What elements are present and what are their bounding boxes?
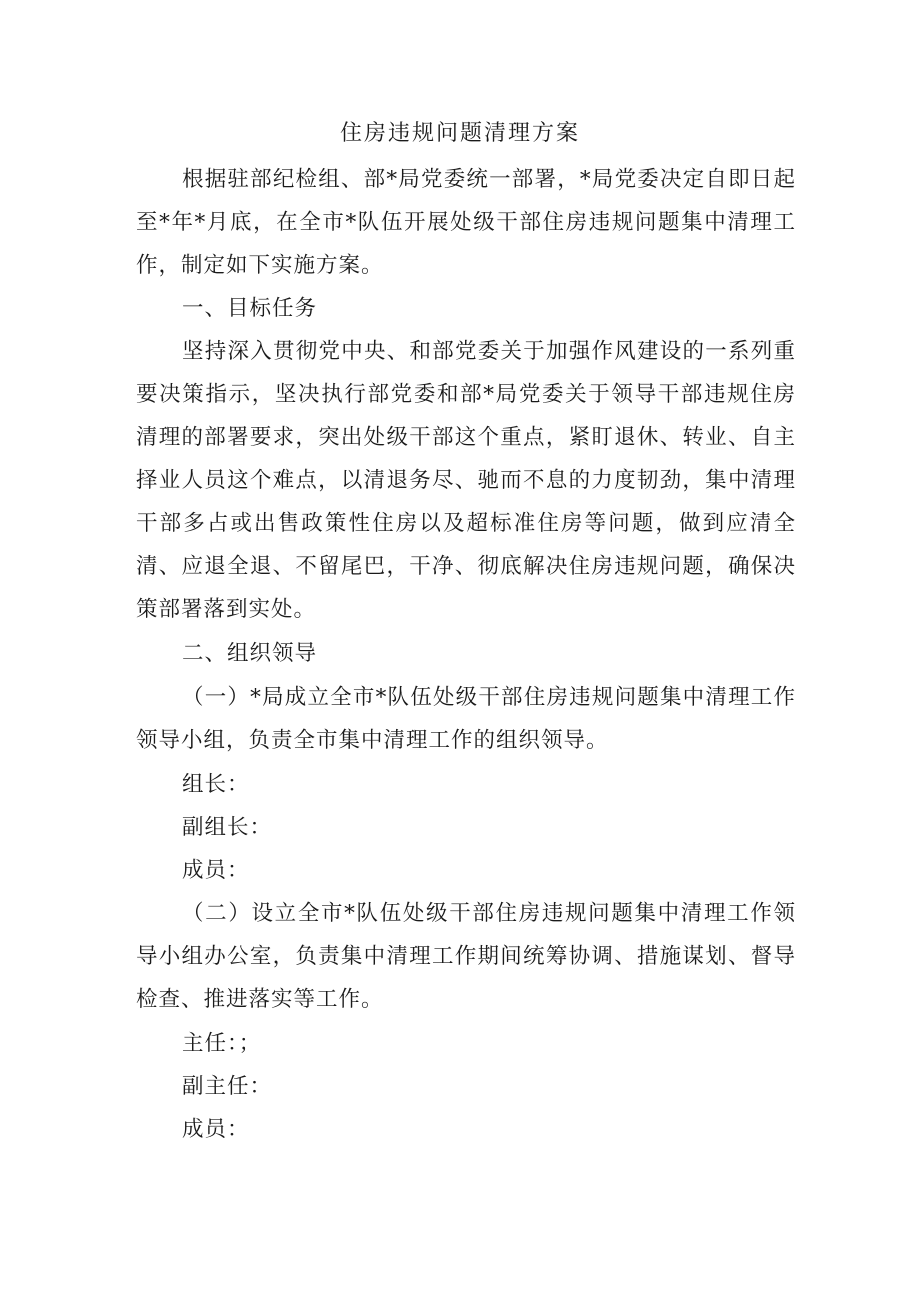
section1-heading: 一、目标任务 bbox=[182, 296, 318, 321]
director-line: 主任：； bbox=[182, 1031, 262, 1056]
section2-item1: （一）*局成立全市*队伍处级干部住房违规问题集中清理工作领导小组，负责全市集中清理工作的组织领导。 bbox=[136, 685, 796, 753]
section2-heading: 二、组织领导 bbox=[182, 641, 318, 666]
members-line: 成员： bbox=[182, 858, 250, 883]
document-title: 住房违规问题清理方案 bbox=[339, 121, 580, 146]
intro-paragraph: 根据驻部纪检组、部*局党委统一部署，*局党委决定自即日起至*年*月底，在全市*队伍开展处级干部住房违规问题集中清理工作，制定如下实施方案。 bbox=[136, 167, 796, 278]
vice-leader-line: 副组长： bbox=[182, 815, 273, 840]
leader-line: 组长： bbox=[182, 772, 250, 797]
office-members-line: 成员： bbox=[182, 1117, 250, 1142]
vice-director-line: 副主任： bbox=[182, 1074, 273, 1099]
section1-body: 坚持深入贯彻党中央、和部党委关于加强作风建设的一系列重要决策指示，坚决执行部党委和部*局党委关于领导干部违规住房清理的部署要求，突出处级干部这个重点，紧盯退休、转业、自主择业人员这个难点，以清退务尽、驰而不息的力度韧劲，集中清理干部多占或出售政策性住房以及超标准住房等问题，做到应清全清、应退全退、不留尾巴，干净、彻底解决住房违规问题，确保决策部署落到实处。 bbox=[136, 339, 796, 622]
section2-item2: （二）设立全市*队伍处级干部住房违规问题集中清理工作领导小组办公室，负责集中清理工作期间统筹协调、措施谋划、督导检查、推进落实等工作。 bbox=[136, 901, 796, 1012]
